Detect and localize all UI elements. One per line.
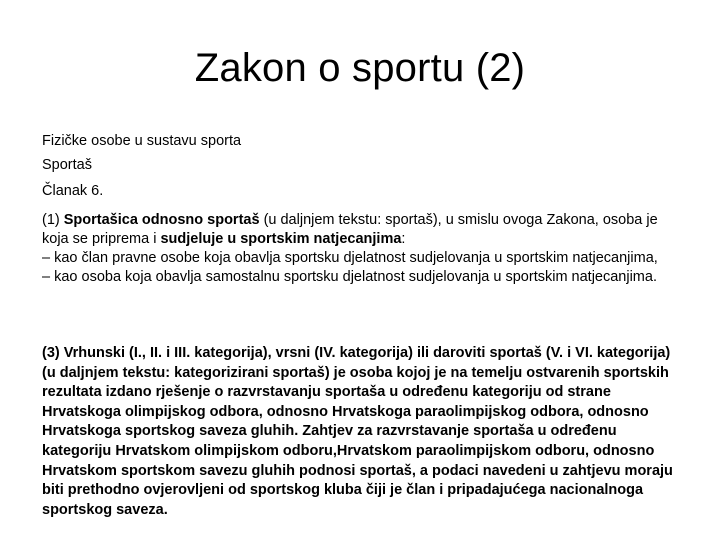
paragraph-1-text: (u daljnjem tekstu: sportaš), u smislu ovoga Zakona, osoba je koja se priprema i: [42, 212, 658, 247]
paragraph-2: (3) Vrhunski (I., II. i III. kategorija), vrsni (IV. kategorija) ili daroviti sportaš (V. i VI. kategorija) (u daljnjem tekstu: kategorizirani sportaš) je osoba kojoj je na temelju ostvarenih sportskih rezultata izdano rješenje o razvrstavanju sportaša u određenu kategoriju od strane Hrvatskoga olimpijskog odbora, odnosno Hrvatskoga paraolimpijskog odbora, odnosno Hrvatskoga sportskog saveza gluhih. Zahtjev za razvrstavanje sportaša u određenu kategoriju Hrvatskom olimpijskom odboru,Hrvatskom paraolimpijskom odboru, odnosno Hrvatskom sportskom savezu gluhih podnosi sportaš, a podaci navedeni u zahtjevu moraju biti prethodno ovjerovljeni od sportskog kluba čiji je član i pripadajućega nacionalnoga sportskog saveza.: [42, 345, 673, 518]
paragraph-1-item-2: – kao osoba koja obavlja samostalnu sportsku djelatnost sudjelovanja u sportskim natjecanjima.: [42, 269, 657, 285]
subsection-heading: Sportaš: [42, 157, 92, 173]
section-heading: Fizičke osobe u sustavu sporta: [42, 133, 242, 149]
slide-title: Zakon o sportu (2): [194, 46, 526, 90]
paragraph-1-body: [42, 211, 682, 249]
article-heading: Članak 6.: [42, 183, 104, 199]
paragraph-1: [42, 211, 682, 287]
paragraph-1-bold-phrase: sudjeluje u sportskim natjecanjima: [160, 231, 402, 247]
paragraph-1-colon: :: [401, 231, 406, 247]
paragraph-1-prefix: (1): [42, 212, 64, 228]
paragraph-1-item-1: – kao član pravne osobe koja obavlja sportsku djelatnost sudjelovanja u sportskim natjecanjima,: [42, 250, 658, 266]
paragraph-1-bold-term: Sportašica odnosno sportaš: [63, 212, 260, 228]
slide-content: [42, 126, 682, 518]
